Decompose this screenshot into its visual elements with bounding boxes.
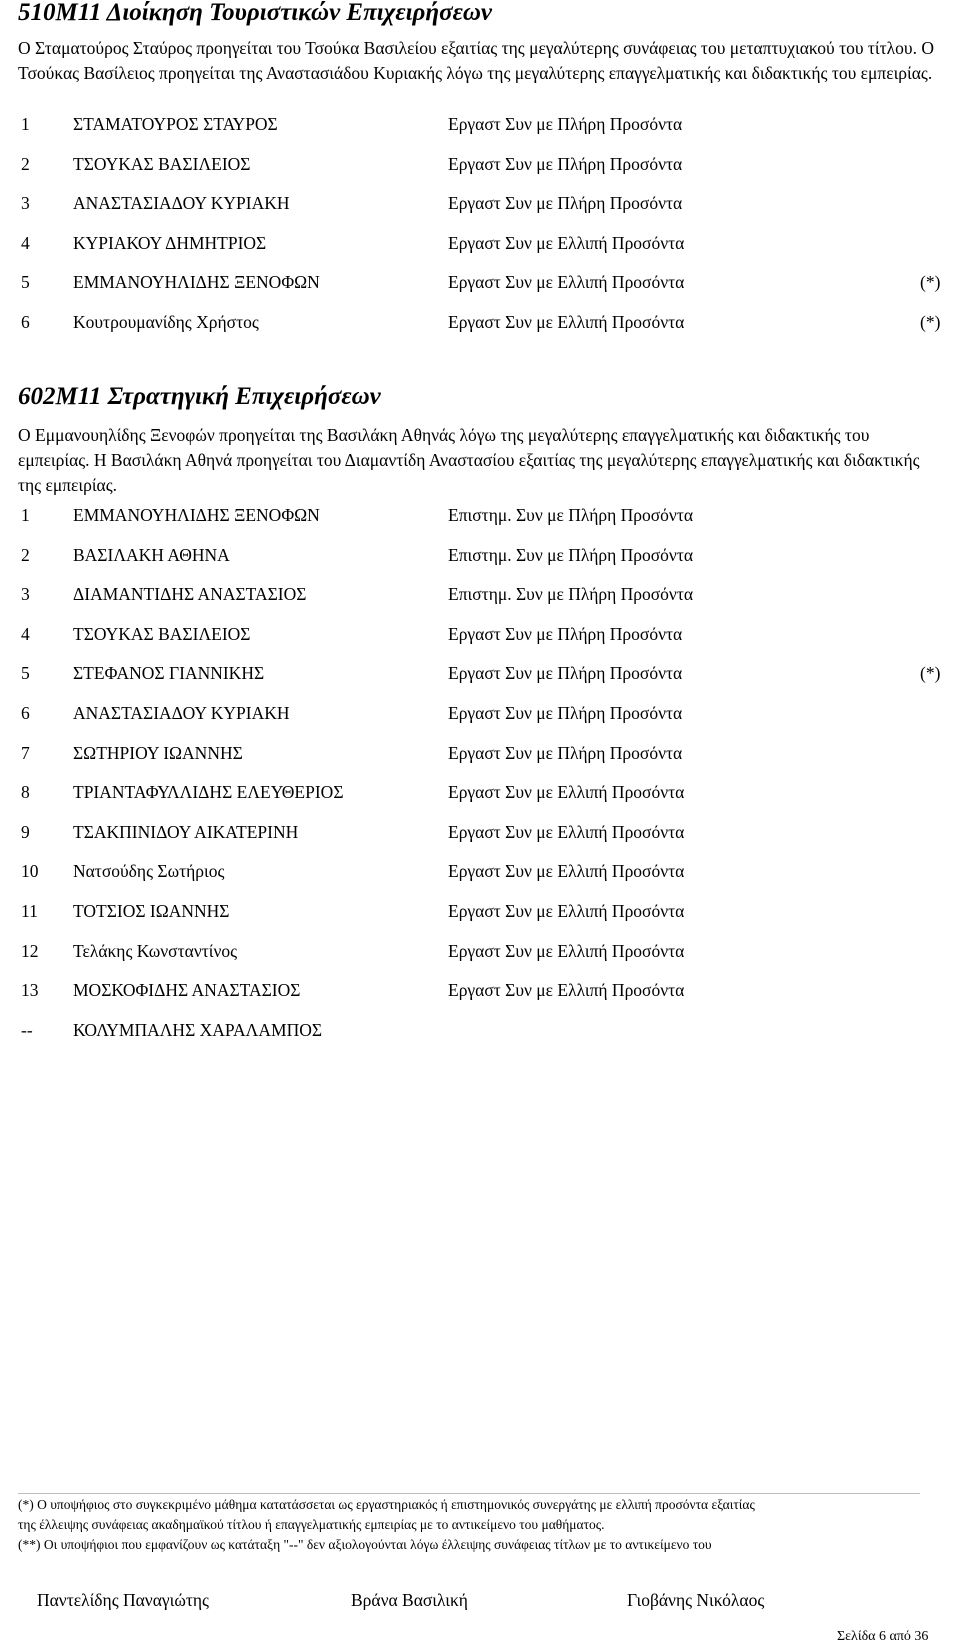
signature-name: Γιοβάνης Νικόλαος [627,1590,765,1610]
candidate-name: ΤΣΑΚΠΙΝΙΔΟΥ ΑΙΚΑΤΕΡΙΝΗ [73,821,299,842]
candidate-status: Εργαστ Συν με Ελλιπή Προσόντα [448,861,685,882]
section-intro: Ο Εμμανουηλίδης Ξενοφών προηγείται της Βασιλάκη Αθηνάς λόγω της μεγαλύτερης επαγγελματικής και διδακτικής του εμπειρίας. Η Βασιλάκη Αθηνά προηγείται του Διαμαντίδη Αναστασίου εξαιτίας της μεγαλύτερης επαγγελματικής και διδακτικής της εμπειρίας. [18,425,920,495]
candidate-name: ΒΑΣΙΛΑΚΗ ΑΘΗΝΑ [73,544,230,565]
ranking-row [0,819,960,845]
candidate-status: Επιστημ. Συν με Πλήρη Προσόντα [448,544,694,565]
ranking-row [0,190,960,216]
footnote-line: (*) Ο υποψήφιος στο συγκεκριμένο μάθημα κατατάσσεται ως εργαστηριακός ή επιστημονικός συνεργάτης με ελλιπή προσόντα εξαιτίας [18,1497,755,1512]
footnote-mark: (*) [920,312,941,332]
rank-number: 9 [21,821,30,842]
rank-number: 5 [21,663,30,684]
rank-number: 13 [21,980,39,1001]
ranking-row [0,700,960,726]
candidate-name: ΣΤΑΜΑΤΟΥΡΟΣ ΣΤΑΥΡΟΣ [73,114,278,134]
ranking-row [0,309,960,335]
rank-number: 8 [21,782,30,803]
ranking-row [0,581,960,607]
ranking-row [0,740,960,766]
candidate-name: ΣΤΕΦΑΝΟΣ ΓΙΑΝΝΙΚΗΣ [73,663,265,684]
rank-number: 3 [21,193,30,214]
section-title: 602Μ11 Στρατηγική Επιχειρήσεων [18,383,381,410]
candidate-status: Εργαστ Συν με Πλήρη Προσόντα [448,663,683,684]
signature-name: Βράνα Βασιλική [351,1590,468,1610]
rank-number: 2 [21,544,30,565]
ranking-row [0,502,960,528]
rank-number: 1 [21,505,30,525]
candidate-name: ΕΜΜΑΝΟΥΗΛΙΔΗΣ ΞΕΝΟΦΩΝ [73,272,320,293]
candidate-status: Εργαστ Συν με Ελλιπή Προσόντα [448,232,685,253]
rank-number: 6 [21,312,30,332]
footnote-mark: (*) [920,663,941,684]
ranking-row [0,542,960,568]
rank-number: 5 [21,272,30,293]
ranking-row [0,621,960,647]
candidate-name: Τελάκης Κωνσταντίνος [73,940,238,961]
candidate-status: Εργαστ Συν με Ελλιπή Προσόντα [448,782,685,803]
candidate-status: Εργαστ Συν με Πλήρη Προσόντα [448,623,683,644]
candidate-name: ΕΜΜΑΝΟΥΗΛΙΔΗΣ ΞΕΝΟΦΩΝ [73,505,320,525]
rank-number: 6 [21,703,30,723]
rank-number: 2 [21,153,30,174]
rank-number: -- [21,1019,33,1040]
footnote-divider [18,1493,920,1494]
ranking-row [0,1017,960,1043]
ranking-row [0,858,960,884]
rank-number: 4 [21,623,30,644]
candidate-status: Επιστημ. Συν με Πλήρη Προσόντα [448,505,694,525]
candidate-status: Εργαστ Συν με Ελλιπή Προσόντα [448,821,685,842]
candidate-status: Εργαστ Συν με Πλήρη Προσόντα [448,153,683,174]
footnotes [18,1495,958,1555]
candidate-status: Εργαστ Συν με Πλήρη Προσόντα [448,742,683,763]
candidate-name: Κουτρουμανίδης Χρήστος [73,312,259,332]
footnote-mark: (*) [920,272,941,293]
ranking-row [0,660,960,686]
footnote-line: (**) Οι υποψήφιοι που εμφανίζουν ως κατάταξη "--" δεν αξιολογούνται λόγω έλλειψης συνάφειας τίτλων με το αντικείμενο του [18,1537,712,1552]
candidate-name: Νατσούδης Σωτήριος [73,861,225,882]
ranking-row [0,230,960,256]
footnote-line: της έλλειψης συνάφειας ακαδημαϊκού τίτλου ή επαγγελματικής εμπειρίας με το αντικείμενο του μαθήματος. [18,1517,605,1532]
rank-number: 1 [21,114,30,134]
rank-number: 3 [21,584,30,605]
candidate-status: Εργαστ Συν με Ελλιπή Προσόντα [448,980,685,1001]
ranking-row [0,779,960,805]
candidate-name: ΑΝΑΣΤΑΣΙΑΔΟΥ ΚΥΡΙΑΚΗ [73,193,290,214]
ranking-row [0,898,960,924]
signature-name: Παντελίδης Παναγιώτης [37,1590,209,1610]
ranking-row [0,111,960,137]
candidate-name: ΜΟΣΚΟΦΙΔΗΣ ΑΝΑΣΤΑΣΙΟΣ [73,980,301,1001]
rank-number: 7 [21,742,30,763]
page-number: Σελίδα 6 από 36 [837,1629,929,1644]
candidate-name: ΚΥΡΙΑΚΟΥ ΔΗΜΗΤΡΙΟΣ [73,232,267,253]
candidate-name: ΚΟΛΥΜΠΑΛΗΣ ΧΑΡΑΛΑΜΠΟΣ [73,1019,323,1040]
rank-number: 4 [21,232,30,253]
candidate-status: Εργαστ Συν με Πλήρη Προσόντα [448,193,683,214]
ranking-row [0,977,960,1003]
candidate-name: ΣΩΤΗΡΙΟΥ ΙΩΑΝΝΗΣ [73,742,243,763]
ranking-row [0,938,960,964]
candidate-status: Εργαστ Συν με Πλήρη Προσόντα [448,703,683,723]
candidate-name: ΑΝΑΣΤΑΣΙΑΔΟΥ ΚΥΡΙΑΚΗ [73,703,290,723]
candidate-status: Εργαστ Συν με Ελλιπή Προσόντα [448,312,685,332]
section-title: 510Μ11 Διοίκηση Τουριστικών Επιχειρήσεων [18,0,493,26]
rank-number: 12 [21,940,39,961]
ranking-row [0,151,960,177]
section-intro: Ο Σταματούρος Σταύρος προηγείται του Τσούκα Βασιλείου εξαιτίας της μεγαλύτερης συνάφειας του μεταπτυχιακού του τίτλου. Ο Τσούκας Βασίλειος προηγείται της Αναστασιάδου Κυριακής λόγω της μεγαλύτερης επαγγελματικής και διδακτικής του εμπειρίας. [18,38,934,83]
candidate-name: ΤΟΤΣΙΟΣ ΙΩΑΝΝΗΣ [73,901,230,921]
candidate-name: ΤΣΟΥΚΑΣ ΒΑΣΙΛΕΙΟΣ [73,623,251,644]
candidate-status: Εργαστ Συν με Πλήρη Προσόντα [448,114,683,134]
candidate-name: ΔΙΑΜΑΝΤΙΔΗΣ ΑΝΑΣΤΑΣΙΟΣ [73,584,307,605]
rank-number: 11 [21,901,38,921]
candidate-name: ΤΣΟΥΚΑΣ ΒΑΣΙΛΕΙΟΣ [73,153,251,174]
rank-number: 10 [21,861,39,882]
ranking-row [0,269,960,295]
candidate-status: Εργαστ Συν με Ελλιπή Προσόντα [448,901,685,921]
candidate-status: Επιστημ. Συν με Πλήρη Προσόντα [448,584,694,605]
candidate-status: Εργαστ Συν με Ελλιπή Προσόντα [448,940,685,961]
candidate-status: Εργαστ Συν με Ελλιπή Προσόντα [448,272,685,293]
candidate-name: ΤΡΙΑΝΤΑΦΥΛΛΙΔΗΣ ΕΛΕΥΘΕΡΙΟΣ [73,782,344,803]
